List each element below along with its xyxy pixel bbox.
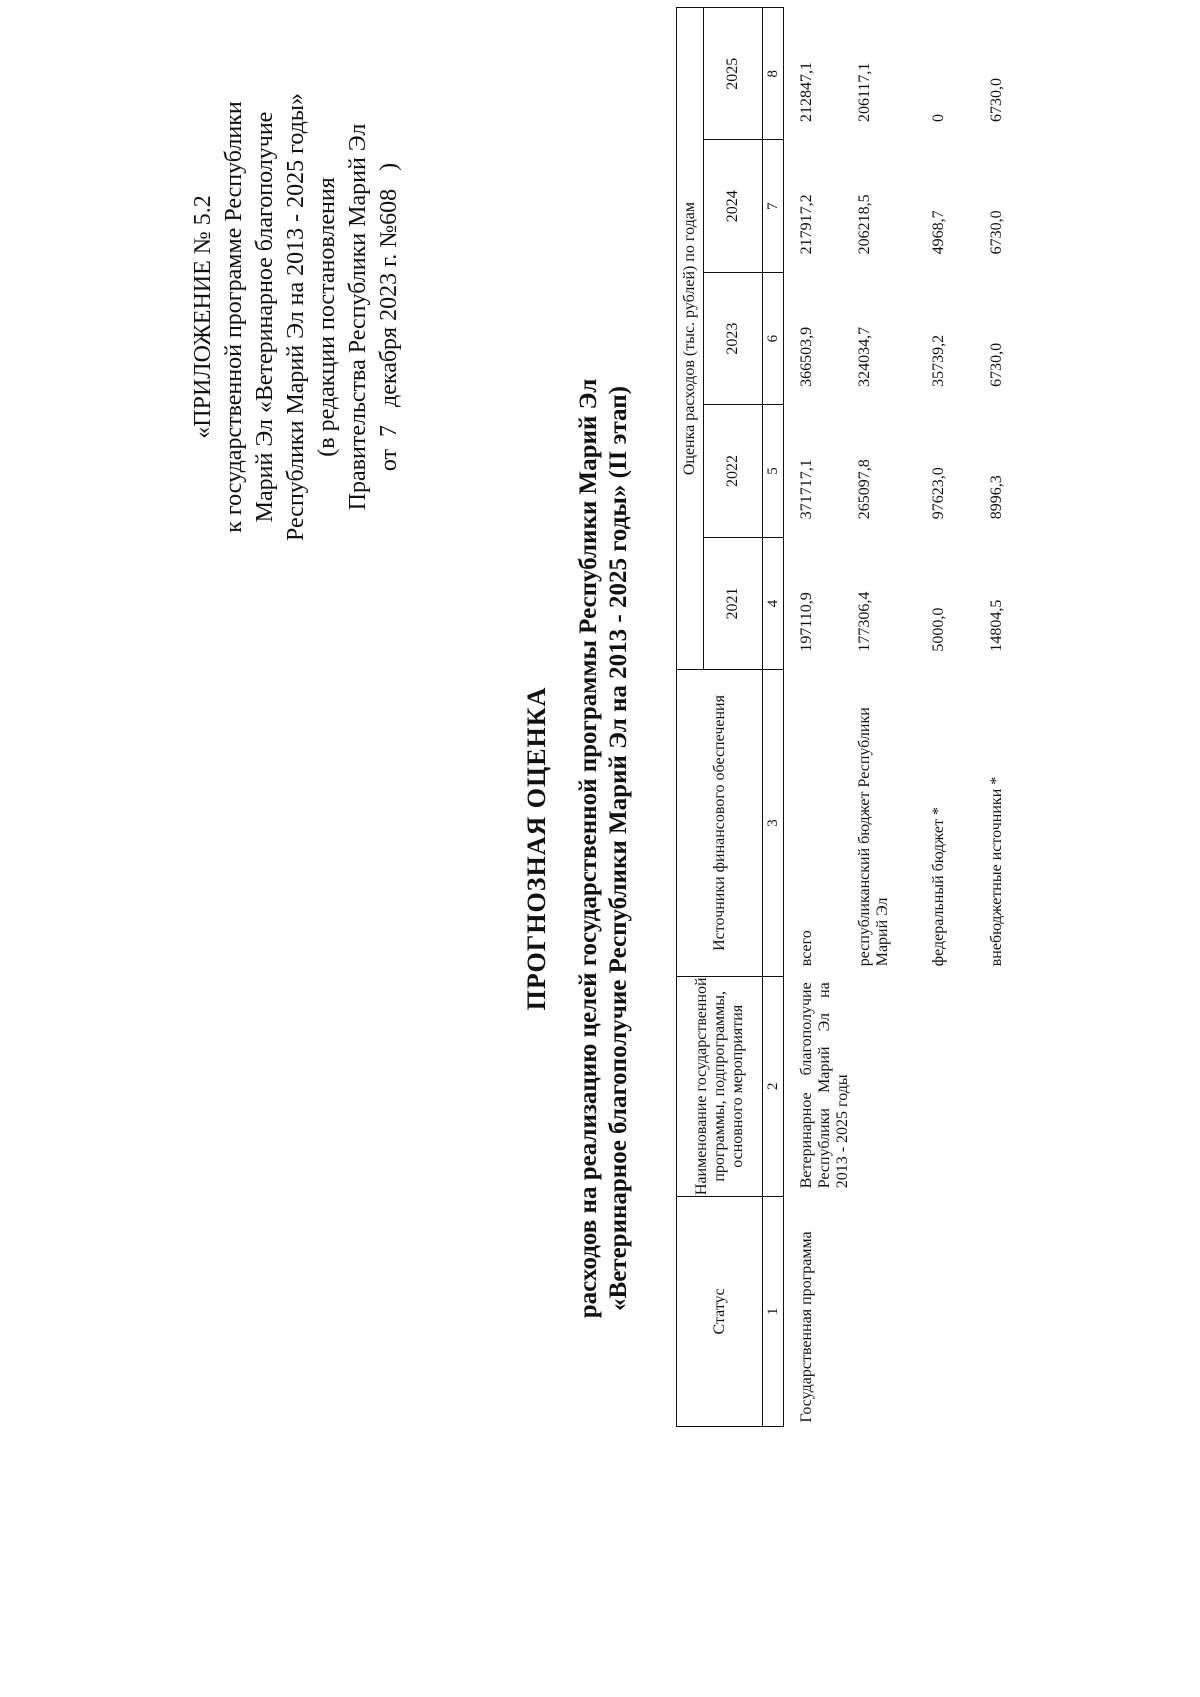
appendix-line: (в редакции постановления [314, 177, 340, 457]
value-cell: 371717,1 [798, 459, 815, 520]
document-subtitle-line: «Ветеринарное благополучие Республики Марий Эл на 2013 - 2025 годы» (II этап) [605, 386, 632, 1311]
value-cell: 4968,7 [930, 210, 947, 255]
value-cell: 197110,9 [798, 592, 815, 652]
value-cell: 35739,2 [930, 334, 947, 387]
value-cell: 324034,7 [856, 326, 873, 387]
value-cell: 14804,5 [988, 599, 1005, 652]
appendix-line: Марий Эл «Ветеринарное благополучие [252, 111, 278, 523]
column-number: 8 [763, 8, 784, 140]
column-number: 3 [763, 670, 784, 977]
value-cell: 8996,3 [988, 475, 1005, 520]
appendix-line: от 7 декабря 2023 г. №608 ) [376, 162, 402, 472]
header-estimate: Оценка расходов (тыс. рублей) по годам [677, 8, 704, 670]
document-heading [522, 0, 634, 1697]
appendix-block [188, 57, 405, 577]
value-cell: 6730,0 [988, 342, 1005, 387]
document-title: ПРОГНОЗНАЯ ОЦЕНКА [522, 686, 551, 1011]
source-cell: республиканский бюджет Республики Марий Эл [856, 707, 891, 967]
value-cell: 97623,0 [930, 467, 947, 520]
column-number: 4 [763, 537, 784, 669]
appendix-line: «ПРИЛОЖЕНИЕ № 5.2 [190, 195, 216, 439]
header-status: Статус [677, 1196, 763, 1426]
value-cell: 265097,8 [856, 459, 873, 520]
header-year: 2024 [704, 140, 763, 272]
column-number: 2 [763, 976, 784, 1196]
column-number: 5 [763, 405, 784, 537]
column-number: 6 [763, 272, 784, 404]
header-year: 2021 [704, 537, 763, 669]
appendix-line: Республики Марий Эл на 2013 - 2025 годы» [283, 93, 309, 541]
source-cell: внебюджетные источники * [988, 776, 1005, 967]
column-number: 1 [763, 1196, 784, 1426]
value-cell: 6730,0 [988, 77, 1005, 122]
table-row [784, 8, 843, 1427]
source-cell: федеральный бюджет * [930, 807, 947, 967]
header-year: 2023 [704, 272, 763, 404]
value-cell: 0 [930, 113, 947, 122]
value-cell: 177306,4 [856, 591, 873, 652]
header-year: 2025 [704, 8, 763, 140]
document-subtitle-line: расходов на реализацию целей государственной программы Республики Марий Эл [575, 378, 602, 1319]
value-cell: 366503,9 [798, 326, 815, 387]
value-cell: 206218,5 [856, 194, 873, 255]
value-cell: 6730,0 [988, 210, 1005, 255]
value-cell: 212847,1 [798, 61, 815, 122]
header-source: Источники финансового обеспечения [677, 670, 763, 977]
status-cell: Государственная программа [798, 1231, 815, 1423]
header-name: Наименование государственной программы, подпрограммы, основного мероприятия [677, 976, 763, 1196]
value-cell: 5000,0 [930, 607, 947, 652]
program-name-cell: Ветеринарное благополучие Республики Марий Эл на 2013 - 2025 годы [798, 982, 851, 1189]
expenditure-table [676, 7, 1032, 1427]
column-number: 7 [763, 140, 784, 272]
value-cell: 206117,1 [856, 62, 873, 122]
source-cell: всего [798, 930, 815, 967]
value-cell: 217917,2 [798, 194, 815, 255]
appendix-line: Правительства Республики Марий Эл [345, 123, 371, 511]
header-year: 2022 [704, 405, 763, 537]
appendix-line: к государственной программе Республики [221, 101, 247, 533]
